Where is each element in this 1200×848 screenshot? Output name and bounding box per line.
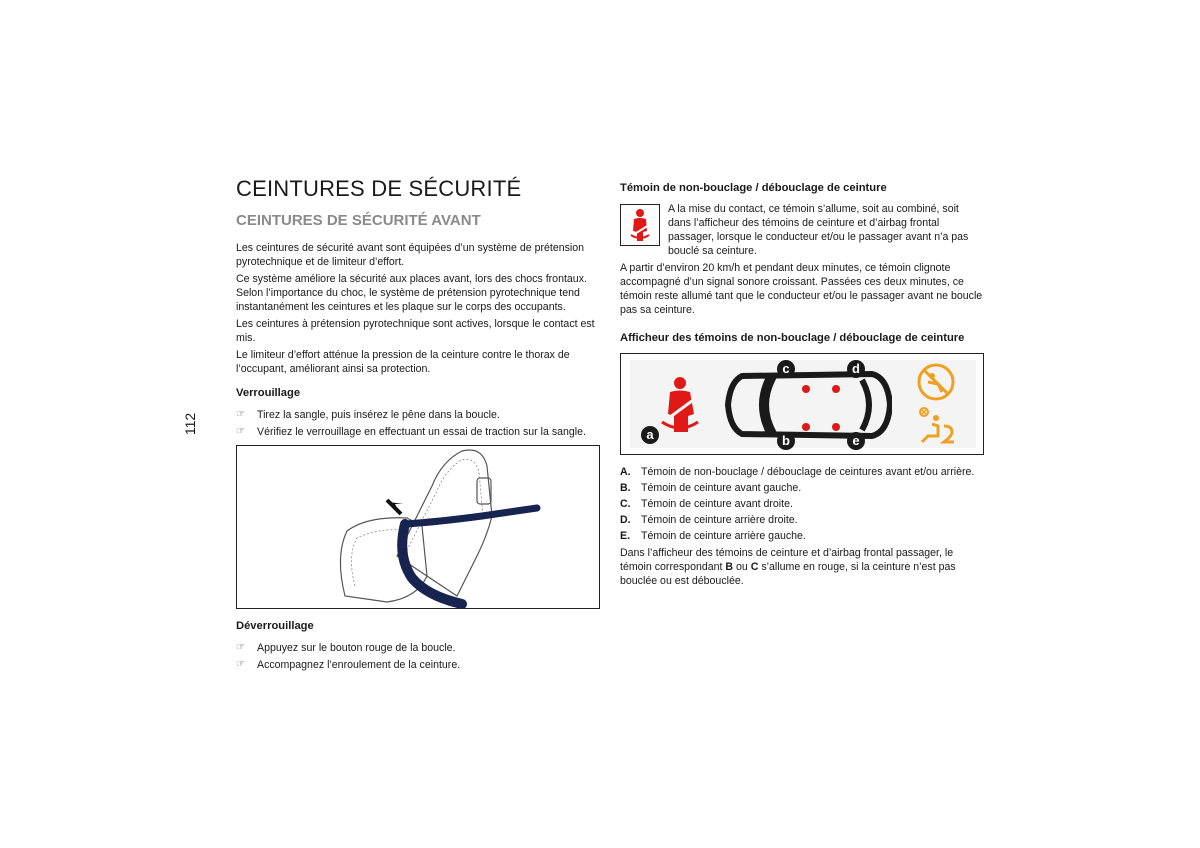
legend-letter: B. <box>620 482 631 494</box>
list-item <box>236 408 600 422</box>
diagram-legend <box>620 465 984 543</box>
legend-letter: E. <box>620 530 631 542</box>
legend-letter: A. <box>620 466 631 478</box>
display-panel <box>630 360 976 448</box>
list-item <box>236 658 600 672</box>
hand-pointer-icon: ☞ <box>236 642 245 653</box>
legend-text: Témoin de ceinture avant droite. <box>641 498 793 510</box>
list-item-text: Appuyez sur le bouton rouge de la boucle. <box>257 642 456 654</box>
list-item-text: Tirez la sangle, puis insérez le pêne dans la boucle. <box>257 409 500 421</box>
legend-text: Témoin de ceinture arrière gauche. <box>641 530 806 542</box>
unlock-list <box>236 641 600 672</box>
seat-light <box>802 385 810 393</box>
warning-block <box>620 202 984 258</box>
final-text-2: ou <box>733 561 751 573</box>
display-heading: Afficheur des témoins de non-bouclage / débouclage de ceinture <box>620 332 965 344</box>
marker-d: d <box>847 360 865 378</box>
list-item-text: Accompagnez l’enroulement de la ceinture. <box>257 659 461 671</box>
seatbelt-illustration <box>236 445 600 609</box>
legend-item <box>620 497 984 511</box>
legend-item <box>620 513 984 527</box>
final-text-1: Dans l’afficheur des témoins de ceinture et d’airbag frontal passager, le témoin correspondant <box>620 547 954 573</box>
hand-pointer-icon: ☞ <box>236 426 245 437</box>
lock-list <box>236 408 600 439</box>
intro-paragraph-1: Les ceintures de sécurité avant sont équipées d’un système de prétension pyrotechnique et de limiteur d’effort. <box>236 242 585 268</box>
seatbelt-display-diagram <box>620 353 984 455</box>
marker-e: e <box>847 432 865 450</box>
page-number: 112 <box>182 412 198 436</box>
final-text-3: s’allume en rouge, si la ceinture n’est pas bouclée ou est débouclée. <box>620 561 956 587</box>
legend-item <box>620 481 984 495</box>
intro-paragraph-3: Les ceintures à prétension pyrotechnique sont actives, lorsque le contact est mis. <box>236 318 595 344</box>
legend-text: Témoin de non-bouclage / débouclage de ceintures avant et/ou arrière. <box>641 466 975 478</box>
unlock-heading: Déverrouillage <box>236 620 314 632</box>
marker-b: b <box>777 432 795 450</box>
final-bold-b: B <box>725 561 734 573</box>
seat-light <box>802 423 810 431</box>
seat-light <box>832 385 840 393</box>
airbag-passenger-on-icon <box>914 406 960 446</box>
car-top-view-icon <box>722 362 892 448</box>
warning-heading: Témoin de non-bouclage / débouclage de ceinture <box>620 182 887 194</box>
legend-item <box>620 465 984 479</box>
hand-pointer-icon: ☞ <box>236 659 245 670</box>
list-item <box>236 425 600 439</box>
legend-text: Témoin de ceinture arrière droite. <box>641 514 798 526</box>
list-item-text: Vérifiez le verrouillage en effectuant un essai de traction sur la sangle. <box>257 426 586 438</box>
page-title: CEINTURES DE SÉCURITÉ <box>236 176 522 201</box>
warning-text: A la mise du contact, ce témoin s’allume, soit au combiné, soit dans l’afficheur des témoins de ceinture et d’airbag frontal passager, lorsque le conducteur et/ou le passager avant n’a pas bouclé sa ceinture. <box>668 203 969 257</box>
section-subtitle: CEINTURES DE SÉCURITÉ AVANT <box>236 212 481 229</box>
marker-a: a <box>641 426 659 444</box>
legend-text: Témoin de ceinture avant gauche. <box>641 482 802 494</box>
seat-icon <box>237 446 599 608</box>
warning-paragraph-2: A partir d’environ 20 km/h et pendant deux minutes, ce témoin clignote accompagné d’un signal sonore croissant. Passées ces deux minutes, ce témoin reste allumé tant que le conducteur et/ou le passager avant ne boucle pas sa ceinture. <box>620 262 983 316</box>
final-paragraph <box>620 546 984 588</box>
seat-light <box>832 423 840 431</box>
hand-pointer-icon: ☞ <box>236 409 245 420</box>
legend-letter: C. <box>620 498 631 510</box>
legend-item <box>620 529 984 543</box>
left-column <box>236 176 600 676</box>
intro-paragraph-4: Le limiteur d’effort atténue la pression de la ceinture contre le thorax de l’occupant, améliorant ainsi sa protection. <box>236 349 570 375</box>
lock-heading: Verrouillage <box>236 387 301 399</box>
list-item <box>236 641 600 655</box>
marker-c: c <box>777 360 795 378</box>
airbag-off-icon <box>916 362 956 402</box>
right-column <box>620 176 984 591</box>
legend-letter: D. <box>620 514 631 526</box>
seatbelt-warning-icon <box>620 204 660 246</box>
intro-paragraph-2: Ce système améliore la sécurité aux places avant, lors des chocs frontaux. Selon l’importance du choc, le système de prétension pyrotechnique tend instantanément les ceintures et les plaque sur le corps des occupants. <box>236 273 587 313</box>
final-bold-c: C <box>750 561 759 573</box>
